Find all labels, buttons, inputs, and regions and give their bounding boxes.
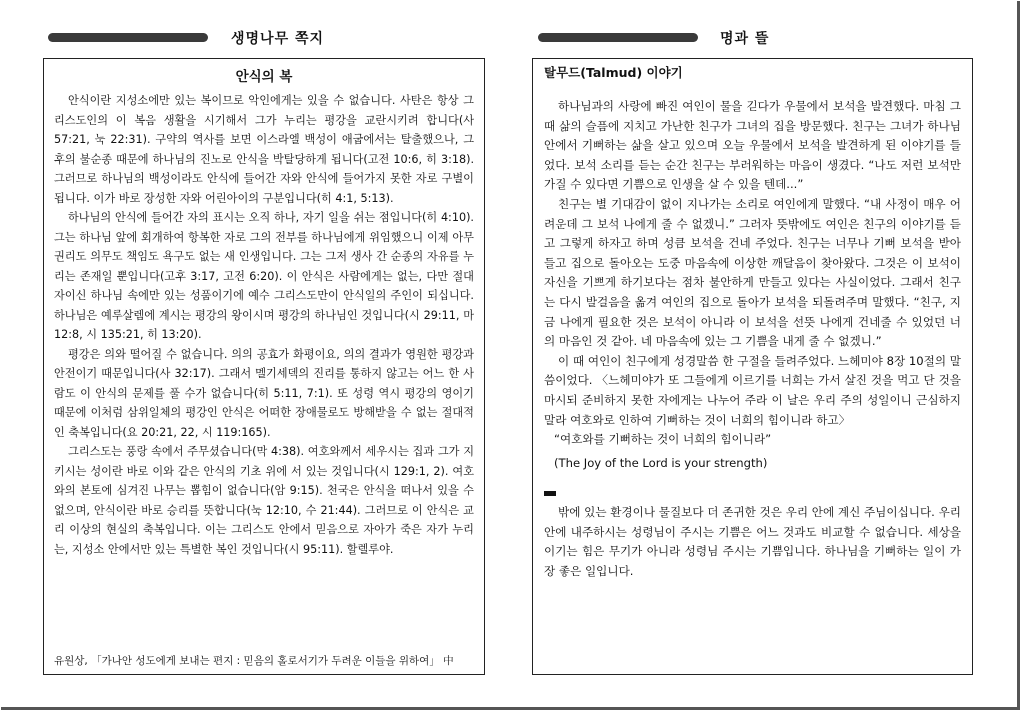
closing-paragraph: 밖에 있는 환경이나 물질보다 더 존귀한 것은 우리 안에 계신 주님이십니다. 우리 안에 내주하시는 성령님이 주시는 기쁨은 어느 것과도 비교할 수 없습니다. 세상을 이기는 힘은 무기가 아니라 성령님 주시는 기쁨입니다. 하나님을 기뻐하는 일이 가장 좋은 일입니다. <box>544 505 961 579</box>
right-paragraph: 이 때 여인이 친구에게 성경말씀 한 구절을 들려주었다. 느헤미야 8장 10절의 말씀이었다. 〈느헤미야가 또 그들에게 이르기를 너희는 가서 살진 것을 먹고 단 것을 마시되 준비하지 못한 자에게는 나누어 주라 이 날은 우리 주의 성일이니 근심하지 말라 여호와로 인하여 기뻐하는 것이 너희의 힘이니라 하고〉 <box>544 353 961 427</box>
section-marker <box>544 491 556 496</box>
right-header-title: 명과 뜰 <box>720 31 770 47</box>
left-paragraph: 그리스도는 풍랑 속에서 주무셨습니다(막 4:38). 여호와께서 세우시는 집과 그가 지키시는 성이란 바로 이와 같은 안식의 기초 위에 서 있는 것입니다(시 129:1, 2). 여호와의 본토에 심겨진 나무는 뽑힘이 없습니다(암 9:15). 천국은 안식을 떠나서 있을 수 없으며, 안식이란 바로 승리를 뜻합니다(눅 12:10, 수 21:44). 그러므로 이 안식은 교리 이상의 현실의 축복입니다. 이는 그리스도 안에서 믿음으로 자아가 죽은 자가 누리는, 지성소 안에서만 있는 특별한 복인 것입니다(시 95:11). 할렐루야. <box>54 445 474 556</box>
right-article-box <box>532 58 973 675</box>
left-header-title: 생명나무 쪽지 <box>231 31 325 47</box>
source-reference: 유원상, 「가나안 성도에게 보내는 편지 : 믿음의 홀로서기가 두려운 이들을 위하여」 中 <box>54 655 454 667</box>
left-header-bar <box>48 33 208 42</box>
left-article-title: 안식의 복 <box>235 69 293 85</box>
right-paragraph: 친구는 별 기대감이 없이 지나가는 소리로 여인에게 말했다. “내 사정이 매우 어려운데 그 보석 나에게 줄 수 없겠니.” 그러자 뜻밖에도 여인은 친구의 이야기를 듣고 그렇게 하자고 하며 성큼 보석을 건네 주었다. 친구는 너무나 기뻐 보석을 받아들고 집으로 돌아오는 도중 마음속에 이상한 깨달음이 찾아왔다. 그것은 이 보석이 자신을 기쁘게 하기보다는 점차 불안하게 만들고 있다는 사실이었다. 그래서 친구는 다시 발걸음을 옮겨 여인의 집으로 돌아가 보석을 되돌려주며 말했다. “친구, 지금 나에게 필요한 것은 보석이 아니라 이 보석을 선뜻 나에게 건네줄 수 있었던 너의 마음인 것 같아. 네 마음속에 있는 그 기쁨을 내게 줄 수 없겠니.” <box>544 196 961 349</box>
right-paragraph: 하나님과의 사랑에 빠진 여인이 물을 긷다가 우물에서 보석을 발견했다. 마침 그 때 삶의 슬픔에 지치고 가난한 친구가 그녀의 집을 방문했다. 친구는 그녀가 하나님 안에서 기뻐하는 삶을 살고 있으며 오늘 우물에서 보석을 발견하게 된 이야기를 들었다. 보석 소리를 듣는 순간 친구는 부러워하는 마음이 생겼다. “나도 저런 보석만 가질 수 있다면 기쁨으로 인생을 살 수 있을 텐데...” <box>544 99 961 192</box>
quote-korean: “여호와를 기뻐하는 것이 너희의 힘이니라” <box>554 432 772 447</box>
right-article-title: 탈무드(Talmud) 이야기 <box>544 65 683 80</box>
quote-english: (The Joy of the Lord is your strength) <box>554 455 768 470</box>
left-column-header <box>48 28 488 48</box>
left-paragraph: 하나님의 안식에 들어간 자의 표시는 오직 하나, 자기 일을 쉬는 점입니다(히 4:10). 그는 하나님 앞에 회개하여 항복한 자로 그의 전부를 하나님에게 위임했으니 이제 아무 권리도 의무도 책임도 욕구도 없는 새 인생입니다. 그는 그저 생사 간 순종의 자유를 누리는 존재일 뿐입니다(고후 3:17, 고전 6:20). 이 안식은 사람에게는 없는, 다만 절대자이신 하나님 속에만 있는 성품이기에 예수 그리스도만이 안식일의 주인이 되십니다. 하나님은 예루살렘에 계시는 평강의 왕이시며 평강의 하나님인 것입니다(시 29:11, 마 12:8, 시 135:21, 히 13:20). <box>54 211 474 341</box>
left-paragraph: 평강은 의와 떨어질 수 없습니다. 의의 공효가 화평이요, 의의 결과가 영원한 평강과 안전이기 때문입니다(사 32:17). 그래서 멜기세덱의 진리를 통하지 않고는 어느 한 사람도 이 안식의 문제를 풀 수가 없습니다(히 5:11, 7:1). 또 성령 역시 평강의 영이기 때문에 이처럼 삼위일체의 평강인 안식은 어떠한 장애물로도 방해받을 수 없는 절대적인 축복입니다(요 20:21, 22, 시 119:165). <box>54 347 474 439</box>
left-paragraph: 안식이란 지성소에만 있는 복이므로 악인에게는 있을 수 없습니다. 사탄은 항상 그리스도인의 이 복음 생활을 시기해서 그가 누리는 평강을 교란시키려 합니다(사 57:21, 눅 22:31). 구약의 역사를 보면 이스라엘 백성이 애굽에서는 탈출했으나, 그 후의 불순종 때문에 하나님의 진노로 안식을 박탈당하게 됩니다(고전 10:6, 히 3:18). 그러므로 하나님의 백성이라도 안식에 들어간 자와 안식에 들어가지 못한 자로 구별이 됩니다. 이가 바로 장성한 자와 어린아이의 구분입니다(히 4:1, 5:13). <box>54 94 474 205</box>
right-header-bar <box>538 33 698 42</box>
left-article-box <box>43 58 485 675</box>
right-column-header <box>538 28 978 48</box>
